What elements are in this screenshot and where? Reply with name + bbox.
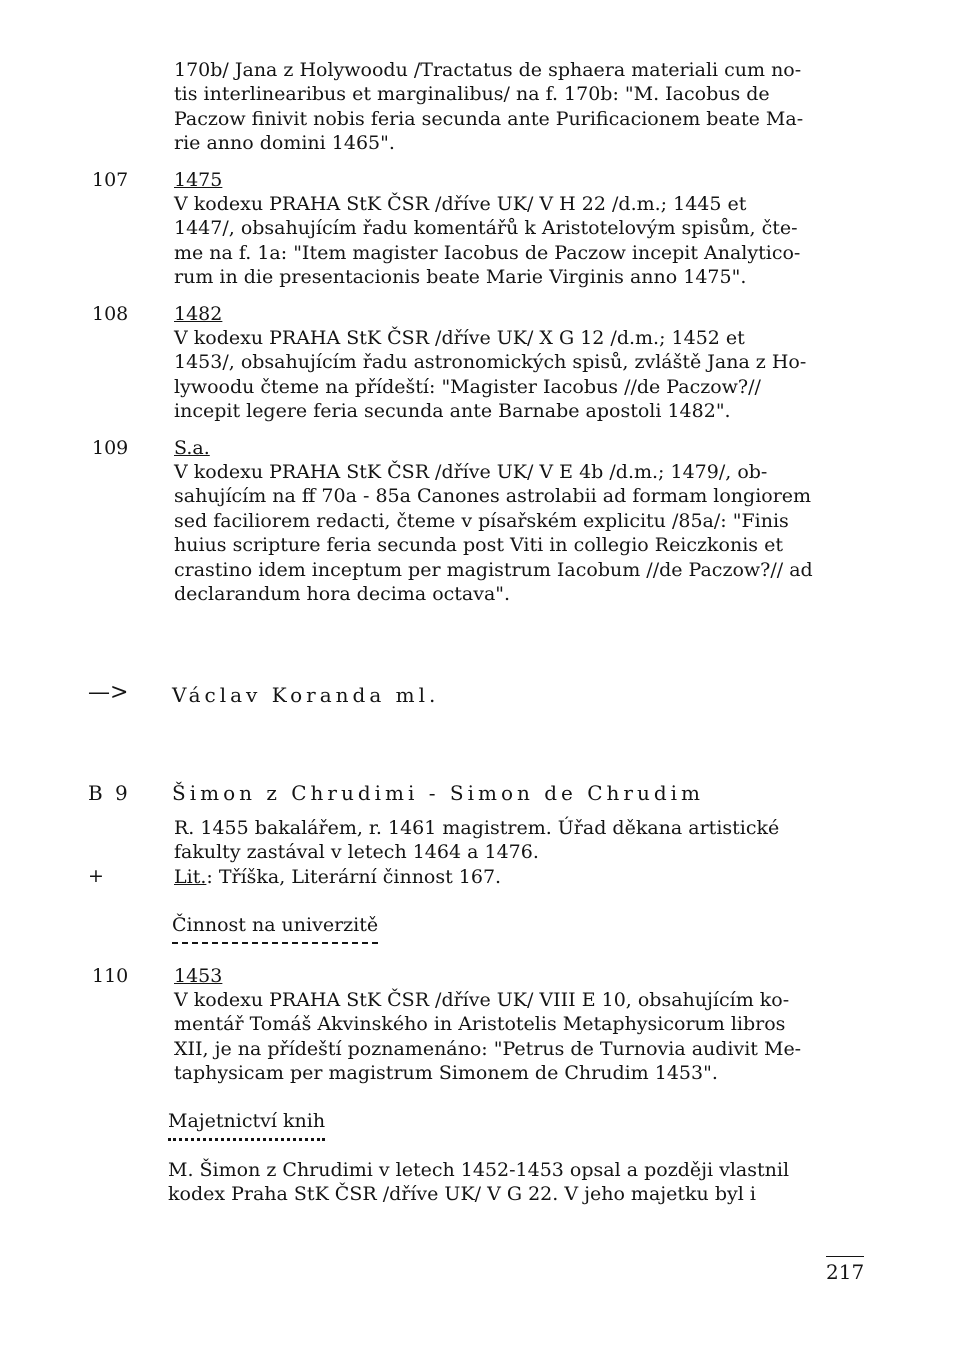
subheading-university: Činnost na univerzitě xyxy=(172,912,378,944)
entry-text-107 xyxy=(174,192,874,290)
section-label: B 9 xyxy=(88,781,131,805)
entry-number-110: 110 xyxy=(92,965,129,987)
entry-number-108: 108 xyxy=(92,303,129,325)
entry-text-109 xyxy=(174,460,874,606)
entry-line: XII, je na přídeští poznamenáno: "Petrus de Turnovia audivit Me- xyxy=(174,1037,802,1060)
section-title: Šimon z Chrudimi - Simon de Chrudim xyxy=(172,781,705,805)
plus-marker: + xyxy=(88,865,104,887)
intro-paragraph xyxy=(174,58,874,156)
books-line: kodex Praha StK ČSR /dříve UK/ V G 22. V jeho majetku byl i xyxy=(168,1183,756,1206)
literature-text: : Tříška, Literární činnost 167. xyxy=(206,865,502,888)
entry-date-110: 1453 xyxy=(174,965,223,987)
subheading-books: Majetnictví knih xyxy=(168,1108,325,1141)
entry-number-107: 107 xyxy=(92,169,129,191)
entry-line: crastino idem inceptum per magistrum Iacobum //de Paczow?// ad xyxy=(174,558,813,581)
bio-paragraph xyxy=(174,816,874,889)
bio-line: fakulty zastával v letech 1464 a 1476. xyxy=(174,841,539,864)
intro-line: 170b/ Jana z Holywoodu /Tractatus de sphaera materiali cum no- xyxy=(174,59,802,81)
entry-text-110 xyxy=(174,988,874,1086)
entry-line: incepit legere feria secunda ante Barnabe apostoli 1482". xyxy=(174,400,731,423)
entry-line: mentář Tomáš Akvinského in Aristotelis Metaphysicorum libros xyxy=(174,1013,786,1036)
books-line: M. Šimon z Chrudimi v letech 1452-1453 opsal a později vlastnil xyxy=(168,1159,790,1181)
entry-text-108 xyxy=(174,326,874,424)
entry-line: 1447/, obsahujícím řadu komentářů k Aristotelovým spisům, čte- xyxy=(174,217,798,240)
entry-line: sed faciliorem redacti, čteme v písařském explicitu /85a/: "Finis xyxy=(174,509,789,532)
books-paragraph xyxy=(168,1158,868,1207)
entry-line: huius scripture feria secunda post Viti in collegio Reiczkonis et xyxy=(174,534,783,557)
entry-line: V kodexu PRAHA StK ČSR /dříve UK/ V H 22 /d.m.; 1445 et xyxy=(174,193,747,215)
entry-line: 1453/, obsahujícím řadu astronomických spisů, zvláště Jana z Ho- xyxy=(174,351,807,374)
cross-reference-arrow: —> xyxy=(88,680,129,705)
entry-line: rum in die presentacionis beate Marie Virginis anno 1475". xyxy=(174,266,747,289)
entry-line: V kodexu PRAHA StK ČSR /dříve UK/ V E 4b /d.m.; 1479/, ob- xyxy=(174,461,768,483)
entry-date-109: S.a. xyxy=(174,437,210,459)
intro-line: tis interlinearibus et marginalibus/ na f. 170b: "M. Iacobus de xyxy=(174,83,770,106)
entry-line: V kodexu PRAHA StK ČSR /dříve UK/ VIII E 10, obsahujícím ko- xyxy=(174,989,790,1011)
entry-date-108: 1482 xyxy=(174,303,223,325)
entry-line: taphysicam per magistrum Simonem de Chrudim 1453". xyxy=(174,1062,718,1085)
entry-line: sahujícím na ff 70a - 85a Canones astrolabii ad formam longiorem xyxy=(174,485,812,508)
cross-reference-name: Václav Koranda ml. xyxy=(172,683,440,707)
literature-label: Lit. xyxy=(174,865,207,888)
bio-line: R. 1455 bakalářem, r. 1461 magistrem. Úřad děkana artistické xyxy=(174,817,780,839)
entry-date-107: 1475 xyxy=(174,169,223,191)
intro-line: rie anno domini 1465". xyxy=(174,132,395,155)
entry-line: V kodexu PRAHA StK ČSR /dříve UK/ X G 12 /d.m.; 1452 et xyxy=(174,327,745,349)
entry-number-109: 109 xyxy=(92,437,129,459)
intro-line: Paczow finivit nobis feria secunda ante Purificacionem beate Ma- xyxy=(174,107,804,130)
entry-line: declarandum hora decima octava". xyxy=(174,583,511,606)
literature-line xyxy=(174,865,874,889)
entry-line: me na f. 1a: "Item magister Iacobus de Paczow incepit Analytico- xyxy=(174,241,801,264)
page-number: 217 xyxy=(826,1256,864,1285)
entry-line: lywoodu čteme na přídeští: "Magister Iacobus //de Paczow?// xyxy=(174,375,761,398)
